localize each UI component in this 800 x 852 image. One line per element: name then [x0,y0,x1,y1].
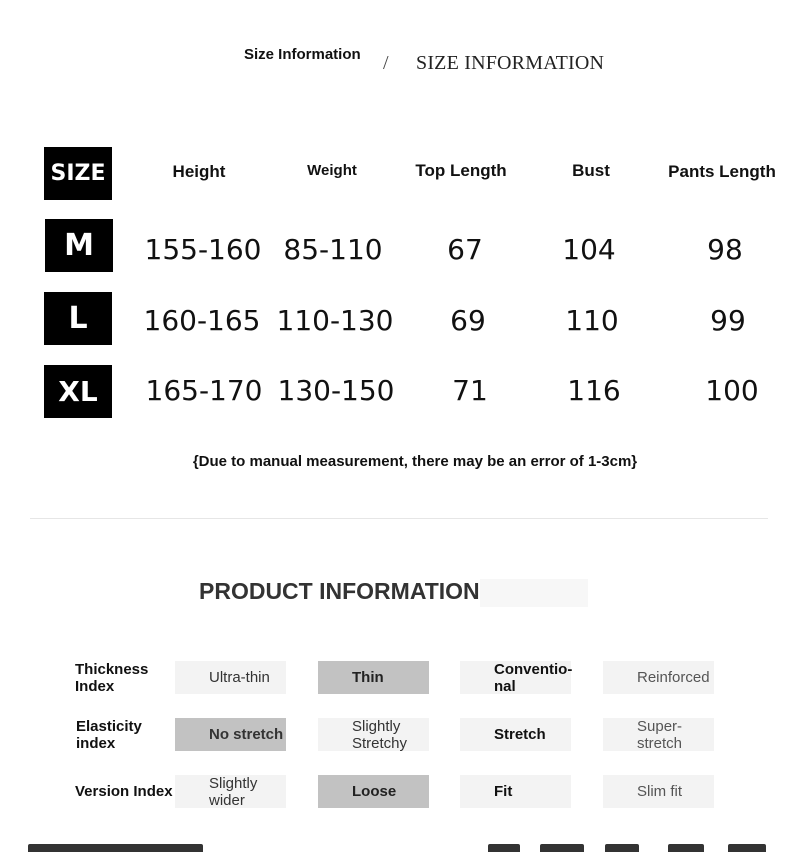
column-header-height: Height [172,162,226,181]
size-header-badge: SIZE [44,147,112,200]
cell-weight: 130-150 [277,374,395,407]
option-stretch: Stretch [460,718,571,751]
option-thin-selected: Thin [318,661,429,694]
cell-pants-length: 98 [707,233,743,266]
cell-top-length: 71 [452,374,488,407]
cell-weight: 85-110 [283,233,383,266]
cell-bust: 110 [565,304,619,337]
option-loose-selected: Loose [318,775,429,808]
cropped-next-section [0,838,800,852]
title-shade [480,579,588,607]
option-slightly-stretchy: Slightly Stretchy [318,718,429,751]
cell-bust: 104 [562,233,616,266]
option-slightly-wider: Slightly wider [175,775,286,808]
column-header-bust: Bust [572,161,610,180]
column-header-top-length: Top Length [415,161,507,180]
section-divider [30,518,768,519]
cell-weight: 110-130 [276,304,394,337]
cell-top-length: 69 [450,304,486,337]
cell-top-length: 67 [447,233,483,266]
option-reinforced: Reinforced [603,661,714,694]
cell-height: 155-160 [144,233,262,266]
product-info-title: PRODUCT INFORMATION [199,578,480,604]
option-fit: Fit [460,775,571,808]
cell-height: 165-170 [145,374,263,407]
row-label-version: Version Index [75,783,173,800]
size-badge-xl: XL [44,365,112,418]
option-ultra-thin: Ultra-thin [175,661,286,694]
size-info-title-en: SIZE INFORMATION [416,52,605,74]
option-slim-fit: Slim fit [603,775,714,808]
option-conventional: Conventio-nal [460,661,571,694]
option-super-stretch: Super-stretch [603,718,714,751]
row-label-elasticity: Elasticity index [76,718,142,752]
column-header-pants-length: Pants Length [668,162,776,181]
cell-pants-length: 99 [710,304,746,337]
size-info-title-cn: Size Information [244,46,361,63]
cell-height: 160-165 [143,304,261,337]
option-no-stretch-selected: No stretch [175,718,286,751]
measurement-note: {Due to manual measurement, there may be an error of 1-3cm} [192,453,638,470]
row-label-thickness: Thickness Index [75,661,149,695]
column-header-weight: Weight [307,162,357,179]
cell-bust: 116 [567,374,621,407]
cell-pants-length: 100 [705,374,759,407]
size-badge-m: M [45,219,113,272]
title-separator: / [383,52,389,74]
size-badge-l: L [44,292,112,345]
